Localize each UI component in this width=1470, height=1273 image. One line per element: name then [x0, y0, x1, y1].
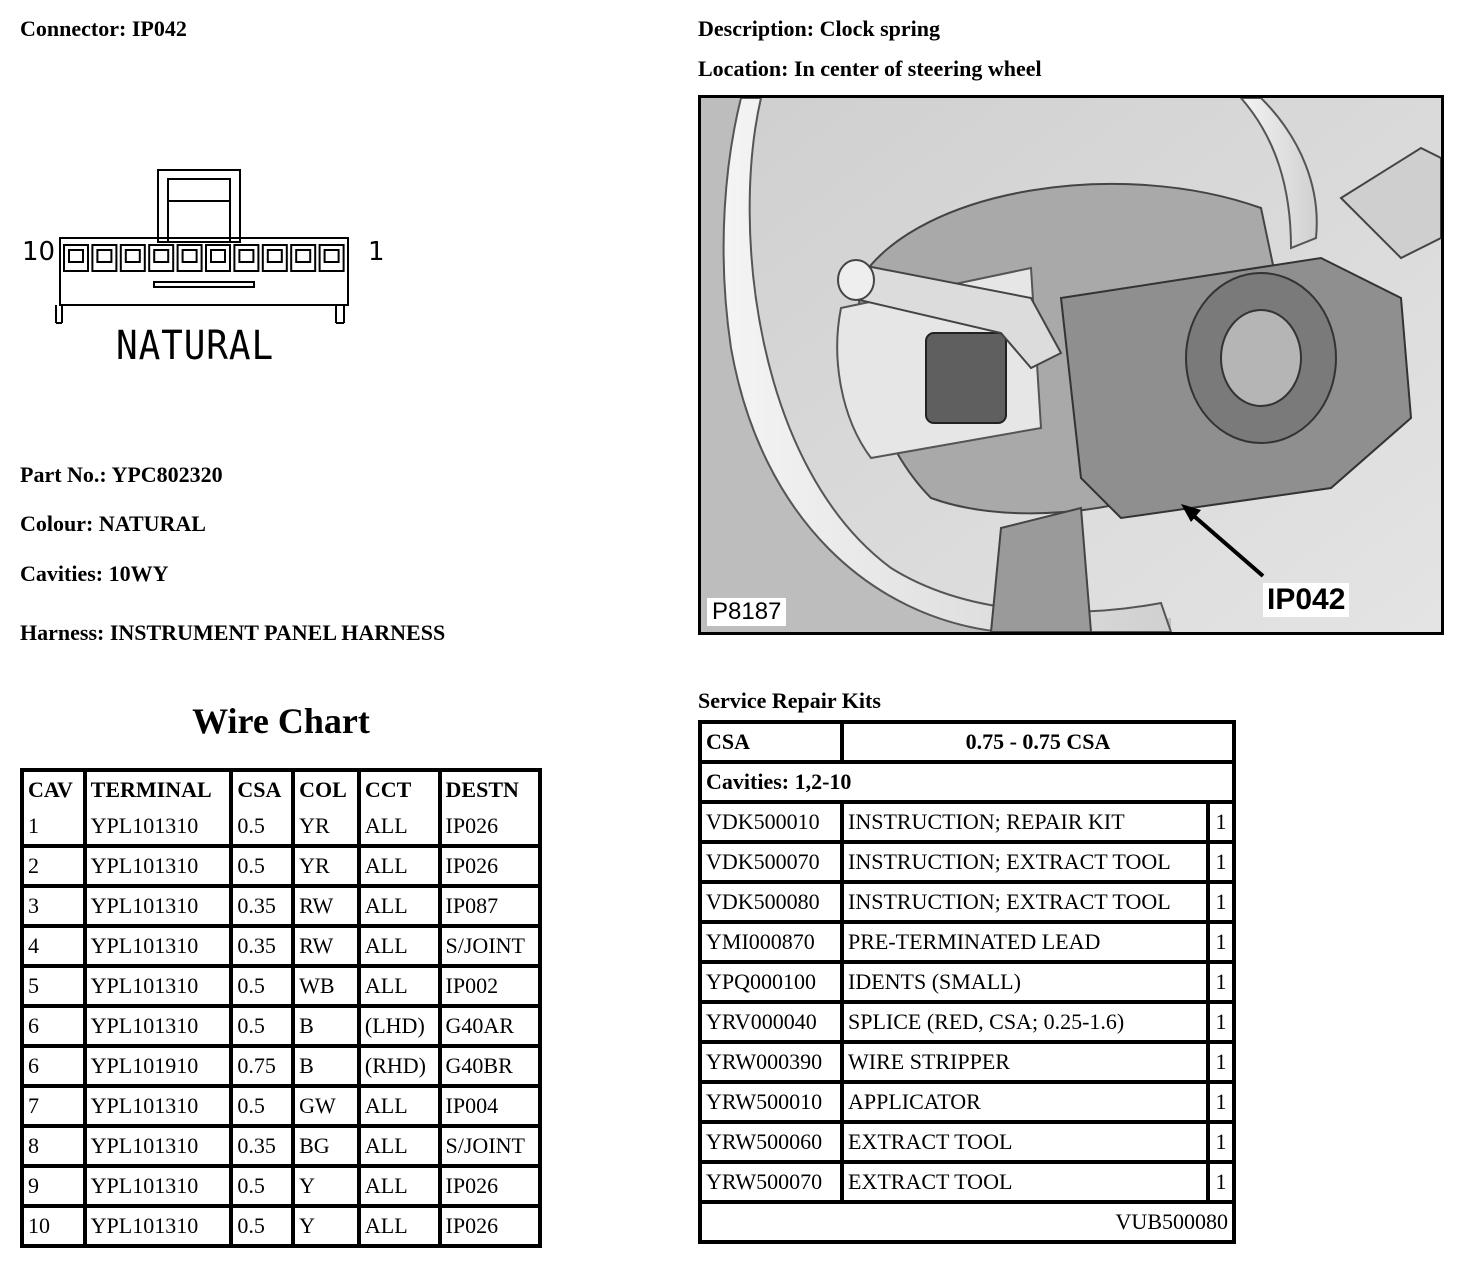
wire-chart-cell: 1: [24, 808, 87, 848]
table-row: [24, 1008, 538, 1048]
connector-cavity: [234, 245, 258, 271]
connector-cavity-inner: [154, 250, 168, 262]
wire-chart-header-cell: CAV: [24, 772, 87, 808]
kits-csa-row: [702, 724, 1232, 764]
connector-cavity: [64, 245, 88, 271]
kit-quantity: 1: [1210, 964, 1232, 1004]
wire-chart-cell: YPL101310: [87, 1008, 234, 1048]
connector-label: Connector:: [20, 16, 127, 41]
wire-chart-cell: 6: [24, 1048, 87, 1088]
connector-cavity-inner: [296, 250, 310, 262]
wire-chart-cell: 0.35: [233, 888, 295, 928]
wire-chart-cell: 5: [24, 968, 87, 1008]
wire-chart-cell: BG: [295, 1128, 361, 1168]
location-line: [698, 56, 1042, 82]
wire-chart-cell: IP002: [442, 968, 538, 1008]
kit-part-number: YRW500060: [702, 1124, 844, 1164]
connector-cavity: [178, 245, 202, 271]
wire-chart-header-cell: DESTN: [445, 777, 519, 802]
wire-chart-cell: IP026: [442, 808, 538, 848]
wire-chart-cell: 6: [24, 1008, 87, 1048]
wire-chart-cell: 7: [24, 1088, 87, 1128]
colour-label: Colour:: [20, 511, 94, 536]
wire-chart-cell: 0.5: [233, 1088, 295, 1128]
table-row: [702, 804, 1232, 844]
wire-chart-cell: YPL101310: [87, 928, 234, 968]
wire-chart-cell: B: [295, 1008, 361, 1048]
wire-chart-cell: 0.5: [233, 808, 295, 848]
connector-cavity-inner: [239, 250, 253, 262]
wire-chart-cell: S/JOINT: [442, 928, 538, 968]
kits-cavities-row: [702, 764, 1232, 804]
table-row: [24, 968, 538, 1008]
wire-chart-cell: YPL101310: [87, 888, 234, 928]
wire-chart-cell: YPL101310: [87, 1128, 234, 1168]
wire-chart-cell: YR: [295, 808, 361, 848]
kit-part-number: VDK500010: [702, 804, 844, 844]
table-row: [24, 1048, 538, 1088]
wire-chart-cell: Y: [295, 1168, 361, 1208]
pin-label-right: 1: [368, 237, 385, 267]
wire-chart-cell: 0.5: [233, 968, 295, 1008]
wire-chart-cell: Y: [295, 1208, 361, 1244]
kit-description: PRE-TERMINATED LEAD: [844, 924, 1210, 964]
table-row: [24, 928, 538, 968]
wire-chart-cell: IP004: [442, 1088, 538, 1128]
wire-chart-cell: 0.5: [233, 1168, 295, 1208]
kit-part-number: YRW500010: [702, 1084, 844, 1124]
kit-quantity: 1: [1210, 1004, 1232, 1044]
connector-cavity-inner: [268, 250, 282, 262]
wire-chart-cell: YPL101310: [87, 808, 234, 848]
wire-chart-cell: 3: [24, 888, 87, 928]
kit-code: VUB500080: [1115, 1209, 1228, 1234]
wire-chart-cell: WB: [295, 968, 361, 1008]
wire-chart-cell: 2: [24, 848, 87, 888]
kits-code-row: [702, 1204, 1232, 1240]
connector-value: IP042: [131, 16, 187, 41]
wire-chart-cell: ALL: [361, 968, 442, 1008]
kit-description: EXTRACT TOOL: [844, 1124, 1210, 1164]
kit-description: SPLICE (RED, CSA; 0.25-1.6): [844, 1004, 1210, 1044]
wire-chart-cell: B: [295, 1048, 361, 1088]
service-kits-title: Service Repair Kits: [698, 688, 881, 713]
table-row: [702, 1084, 1232, 1124]
wire-chart-cell: YPL101310: [87, 968, 234, 1008]
part-no-value: YPC802320: [111, 462, 223, 487]
wire-chart-cell: 0.5: [233, 1208, 295, 1244]
kit-part-number: YPQ000100: [702, 964, 844, 1004]
kit-description: WIRE STRIPPER: [844, 1044, 1210, 1084]
wire-chart-cell: ALL: [361, 888, 442, 928]
table-row: [702, 884, 1232, 924]
connector-cavity: [121, 245, 145, 271]
table-row: [702, 1124, 1232, 1164]
wire-chart-cell: 9: [24, 1168, 87, 1208]
table-row: [24, 1168, 538, 1208]
wire-chart-cell: 0.5: [233, 848, 295, 888]
wire-chart-cell: RW: [295, 888, 361, 928]
wire-chart-cell: YR: [295, 848, 361, 888]
wire-chart-header-cell: TERMINAL: [87, 772, 234, 808]
wire-chart-cell: ALL: [361, 848, 442, 888]
connector-cavity-inner: [183, 250, 197, 262]
wire-chart-cell: G40BR: [442, 1048, 538, 1088]
wire-chart-cell: 0.5: [233, 1008, 295, 1048]
wire-chart-cell: 0.35: [233, 928, 295, 968]
connector-outline-graphic: [20, 165, 400, 325]
harness-line: [20, 620, 445, 646]
part-no-label: Part No.:: [20, 462, 107, 487]
kit-part-number: VDK500070: [702, 844, 844, 884]
wire-chart-cell: (LHD): [361, 1008, 442, 1048]
wire-chart-cell: 8: [24, 1128, 87, 1168]
kit-description: INSTRUCTION; REPAIR KIT: [844, 804, 1210, 844]
connector-colour-label: NATURAL: [116, 323, 275, 369]
photo-callout-label: IP042: [1263, 583, 1349, 617]
kits-csa-value: 0.75 - 0.75 CSA: [844, 724, 1232, 764]
connector-diagram: [20, 165, 400, 380]
wire-chart-cell: ALL: [361, 1168, 442, 1208]
wire-chart-cell: ALL: [361, 1088, 442, 1128]
kit-part-number: YMI000870: [702, 924, 844, 964]
wire-chart-cell: IP087: [442, 888, 538, 928]
table-row: [24, 888, 538, 928]
table-row: [24, 1128, 538, 1168]
wire-chart-cell: S/JOINT: [442, 1128, 538, 1168]
part-no-line: [20, 462, 223, 488]
steering-wheel-illustration: [701, 98, 1441, 632]
table-row: [24, 1088, 538, 1128]
service-kits-table: [698, 720, 1236, 1244]
connector-cavity-inner: [97, 250, 111, 262]
wire-chart-cell: IP026: [445, 1213, 499, 1238]
wire-chart-cell: YPL101910: [87, 1048, 234, 1088]
wire-chart-cell: YPL101310: [87, 1088, 234, 1128]
cavities-label: Cavities:: [20, 561, 104, 586]
kit-part-number: YRW500070: [702, 1164, 844, 1204]
table-row: [702, 964, 1232, 1004]
harness-label: Harness:: [20, 620, 105, 645]
kit-quantity: 1: [1210, 1124, 1232, 1164]
connector-cavity: [291, 245, 315, 271]
kit-quantity: 1: [1210, 884, 1232, 924]
table-row: [24, 808, 538, 848]
wire-chart-cell: 0.75: [233, 1048, 295, 1088]
wire-chart-cell: IP026: [442, 848, 538, 888]
wire-chart-cell: 4: [24, 928, 87, 968]
table-row: [702, 1044, 1232, 1084]
connector-cavity: [92, 245, 116, 271]
kit-description: INSTRUCTION; EXTRACT TOOL: [844, 844, 1210, 884]
wire-chart-cell: ALL: [361, 928, 442, 968]
wire-chart-cell: 0.35: [233, 1128, 295, 1168]
wire-chart-cell: G40AR: [442, 1008, 538, 1048]
wire-chart-header-cell: CSA: [233, 772, 295, 808]
wire-chart-header-row: [24, 772, 538, 808]
kits-cavities: Cavities: 1,2-10: [702, 764, 1232, 804]
connector-line: [20, 16, 187, 42]
kit-quantity: 1: [1210, 1044, 1232, 1084]
kit-quantity: 1: [1210, 1084, 1232, 1124]
connector-cavity-inner: [211, 250, 225, 262]
location-value: In center of steering wheel: [793, 56, 1042, 81]
kit-part-number: VDK500080: [702, 884, 844, 924]
connector-cavity: [206, 245, 230, 271]
colour-line: [20, 511, 206, 537]
kit-description: IDENTS (SMALL): [844, 964, 1210, 1004]
harness-value: INSTRUMENT PANEL HARNESS: [109, 620, 446, 645]
kit-quantity: 1: [1210, 844, 1232, 884]
kit-part-number: YRV000040: [702, 1004, 844, 1044]
pin-label-left: 10: [22, 237, 56, 267]
description-label: Description:: [698, 16, 815, 41]
kit-quantity: 1: [1210, 804, 1232, 844]
kit-description: EXTRACT TOOL: [844, 1164, 1210, 1204]
connector-cavity: [320, 245, 344, 271]
connector-cavity-inner: [69, 250, 83, 262]
wire-chart-cell: YPL101310: [87, 1208, 234, 1244]
table-row: [702, 924, 1232, 964]
location-label: Location:: [698, 56, 789, 81]
wire-chart-cell: (RHD): [361, 1048, 442, 1088]
colour-value: NATURAL: [98, 511, 206, 536]
connector-cavity: [263, 245, 287, 271]
kits-csa-label: CSA: [702, 724, 844, 764]
description-value: Clock spring: [819, 16, 941, 41]
table-row: [702, 1164, 1232, 1204]
table-row: [24, 1208, 538, 1244]
kit-quantity: 1: [1210, 1164, 1232, 1204]
cavities-value: 10WY: [108, 561, 169, 586]
wire-chart-cell: RW: [295, 928, 361, 968]
wire-chart-cell: YPL101310: [87, 1168, 234, 1208]
wire-chart-cell: ALL: [361, 1128, 442, 1168]
connector-cavity: [149, 245, 173, 271]
cavities-line: [20, 561, 168, 587]
wire-chart-title: Wire Chart: [192, 701, 370, 741]
kit-description: APPLICATOR: [844, 1084, 1210, 1124]
wire-chart-header-cell: CCT: [361, 772, 442, 808]
wire-chart-cell: ALL: [361, 1208, 442, 1244]
wire-chart-header-cell: COL: [295, 772, 361, 808]
kit-description: INSTRUCTION; EXTRACT TOOL: [844, 884, 1210, 924]
wire-chart-cell: GW: [295, 1088, 361, 1128]
location-photo: [698, 95, 1444, 635]
table-row: [24, 848, 538, 888]
wire-chart-table: [20, 768, 542, 1248]
wire-chart-cell: ALL: [361, 808, 442, 848]
description-line: [698, 16, 940, 42]
table-row: [702, 1004, 1232, 1044]
connector-cavity-inner: [126, 250, 140, 262]
connector-cavity-inner: [325, 250, 339, 262]
kit-part-number: YRW000390: [702, 1044, 844, 1084]
kit-quantity: 1: [1210, 924, 1232, 964]
table-row: [702, 844, 1232, 884]
wire-chart-cell: IP026: [442, 1168, 538, 1208]
wire-chart-cell: 10: [24, 1208, 87, 1244]
wire-chart-cell: YPL101310: [87, 848, 234, 888]
photo-reference-code: P8187: [707, 598, 786, 626]
